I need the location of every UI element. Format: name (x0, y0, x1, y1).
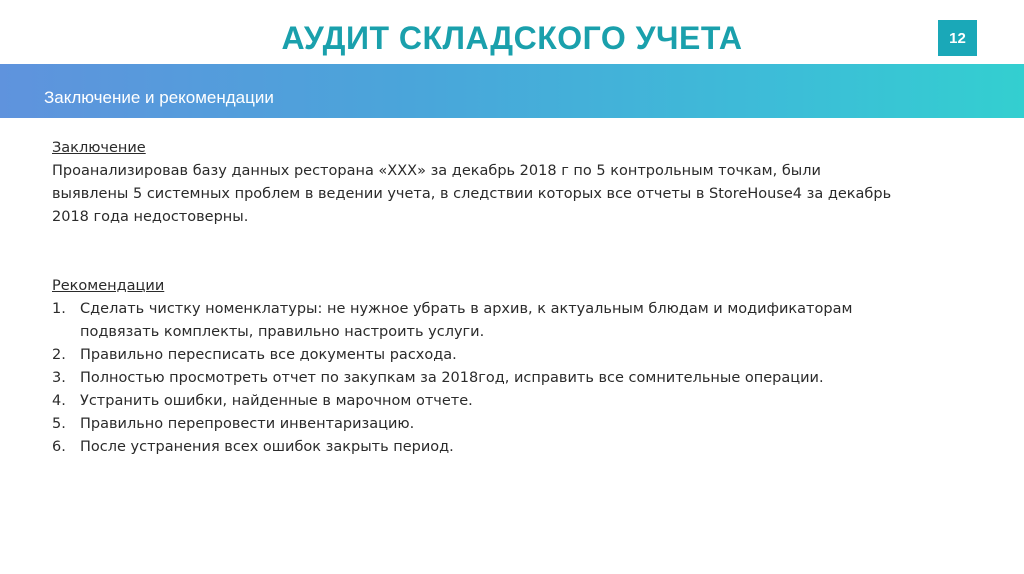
conclusion-line: Проанализировав базу данных ресторана «ХХХ» за декабрь 2018 г по 5 контрольным точкам, были (52, 163, 821, 179)
list-item-number: 1. (52, 301, 66, 317)
conclusion-heading: Заключение (52, 140, 146, 156)
list-item (52, 436, 952, 459)
list-item-text: Устранить ошибки, найденные в марочном отчете. (80, 393, 473, 409)
page-number-badge: 12 (938, 20, 977, 56)
list-item (52, 413, 952, 436)
list-item-number: 4. (52, 393, 66, 409)
list-item-text: Правильно переспиcать все документы расхода. (80, 347, 457, 363)
list-item-line: Сделать чистку номенклатуры: не нужное убрать в архив, к актуальным блюдам и модификаторам (80, 301, 853, 317)
list-item (52, 390, 952, 413)
list-item (52, 298, 952, 344)
list-item-text (80, 298, 952, 344)
list-item-number: 6. (52, 439, 66, 455)
spacer (52, 229, 952, 275)
list-item-number: 5. (52, 416, 66, 432)
list-item-text: После устранения всех ошибок закрыть период. (80, 439, 454, 455)
slide-title: АУДИТ СКЛАДСКОГО УЧЕТА (281, 20, 743, 56)
recommendations-list (52, 298, 952, 459)
list-item (52, 367, 952, 390)
list-item-line: подвязать комплекты, правильно настроить услуги. (80, 324, 485, 340)
recommendations-heading: Рекомендации (52, 278, 165, 294)
slide-body (52, 137, 952, 459)
section-subtitle: Заключение и рекомендации (44, 88, 274, 107)
conclusion-line: выявлены 5 системных проблем в ведении учета, в следствии которых все отчеты в StoreHouse4 за декабрь (52, 186, 892, 202)
list-item (52, 344, 952, 367)
list-item-number: 2. (52, 347, 66, 363)
list-item-text: Полностью просмотреть отчет по закупкам за 2018год, исправить все сомнительные операции. (80, 370, 824, 386)
conclusion-line: 2018 года недостоверны. (52, 209, 249, 225)
list-item-text: Правильно перепровести инвентаризацию. (80, 416, 415, 432)
list-item-number: 3. (52, 370, 66, 386)
